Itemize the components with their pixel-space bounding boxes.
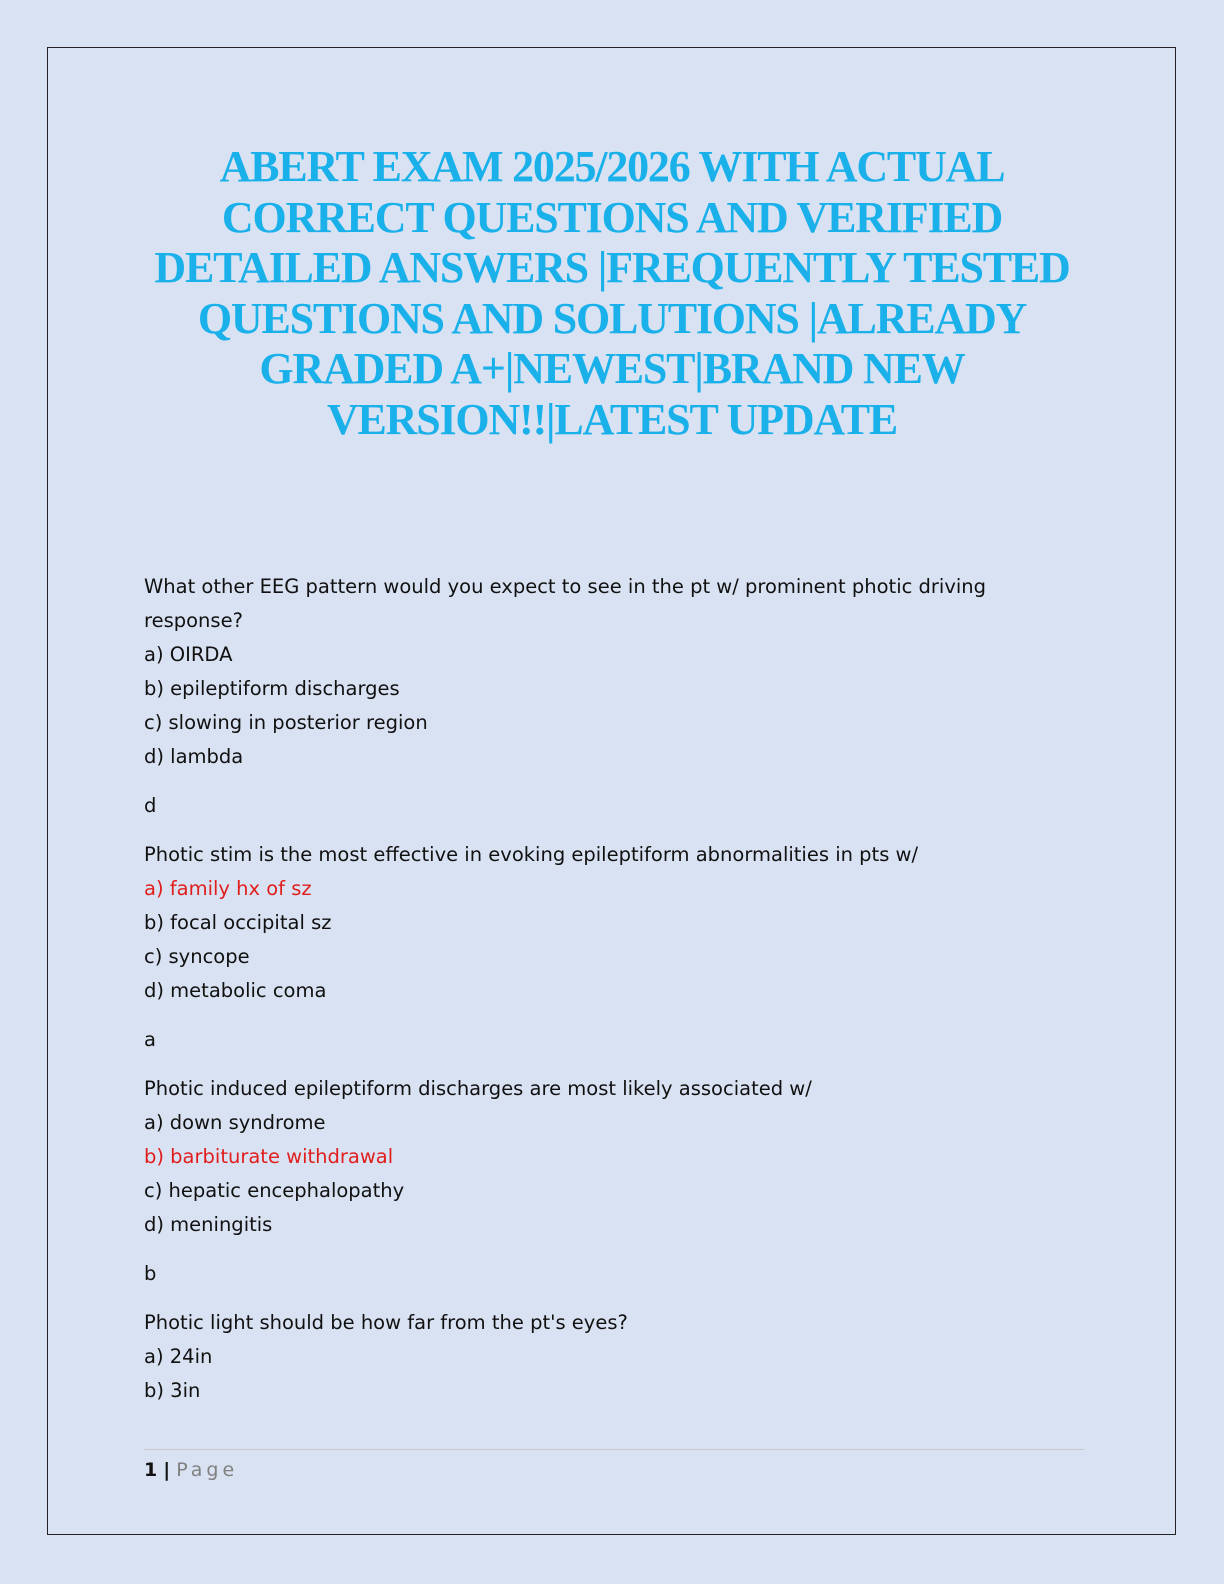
option-c: c) syncope — [144, 945, 250, 968]
option-b: b) epileptiform discharges — [144, 677, 400, 700]
option-a: a) 24in — [144, 1345, 213, 1368]
answer: a — [144, 1028, 156, 1051]
question-list — [144, 570, 1084, 1408]
question-stem: What other EEG pattern would you expect to see in the pt w/ prominent photic driving — [144, 575, 987, 598]
option-b-highlighted: b) barbiturate withdrawal — [144, 1145, 394, 1168]
footer-divider — [144, 1449, 1084, 1450]
question-1 — [144, 570, 1084, 823]
document-title: ABERT EXAM 2025/2026 WITH ACTUAL CORRECT QUESTIONS AND VERIFIED DETAILED ANSWERS |FREQUENTLY TESTED QUESTIONS AND SOLUTIONS |ALREADY GRADED A+|NEWEST|BRAND NEW VERSION!!|LATEST UPDATE — [154, 142, 1070, 444]
question-stem: Photic induced epileptiform discharges are most likely associated w/ — [144, 1077, 812, 1100]
option-c: c) hepatic encephalopathy — [144, 1179, 405, 1202]
answer: d — [144, 794, 157, 817]
question-stem-continued: response? — [144, 609, 243, 632]
question-4 — [144, 1306, 1084, 1408]
option-a: a) down syndrome — [144, 1111, 326, 1134]
question-2 — [144, 838, 1084, 1057]
page-label: Page — [176, 1459, 239, 1481]
question-stem: Photic stim is the most effective in evoking epileptiform abnormalities in pts w/ — [144, 843, 919, 866]
page-footer — [144, 1456, 238, 1484]
option-c: c) slowing in posterior region — [144, 711, 428, 734]
option-d: d) metabolic coma — [144, 979, 327, 1002]
page-number: 1 — [144, 1459, 158, 1481]
option-d: d) meningitis — [144, 1213, 273, 1236]
option-a: a) OIRDA — [144, 643, 233, 666]
option-b: b) 3in — [144, 1379, 201, 1402]
question-3 — [144, 1072, 1084, 1291]
footer-separator: | — [163, 1459, 171, 1481]
question-stem: Photic light should be how far from the pt's eyes? — [144, 1311, 628, 1334]
option-a-highlighted: a) family hx of sz — [144, 877, 312, 900]
option-b: b) focal occipital sz — [144, 911, 332, 934]
answer: b — [144, 1262, 157, 1285]
option-d: d) lambda — [144, 745, 244, 768]
